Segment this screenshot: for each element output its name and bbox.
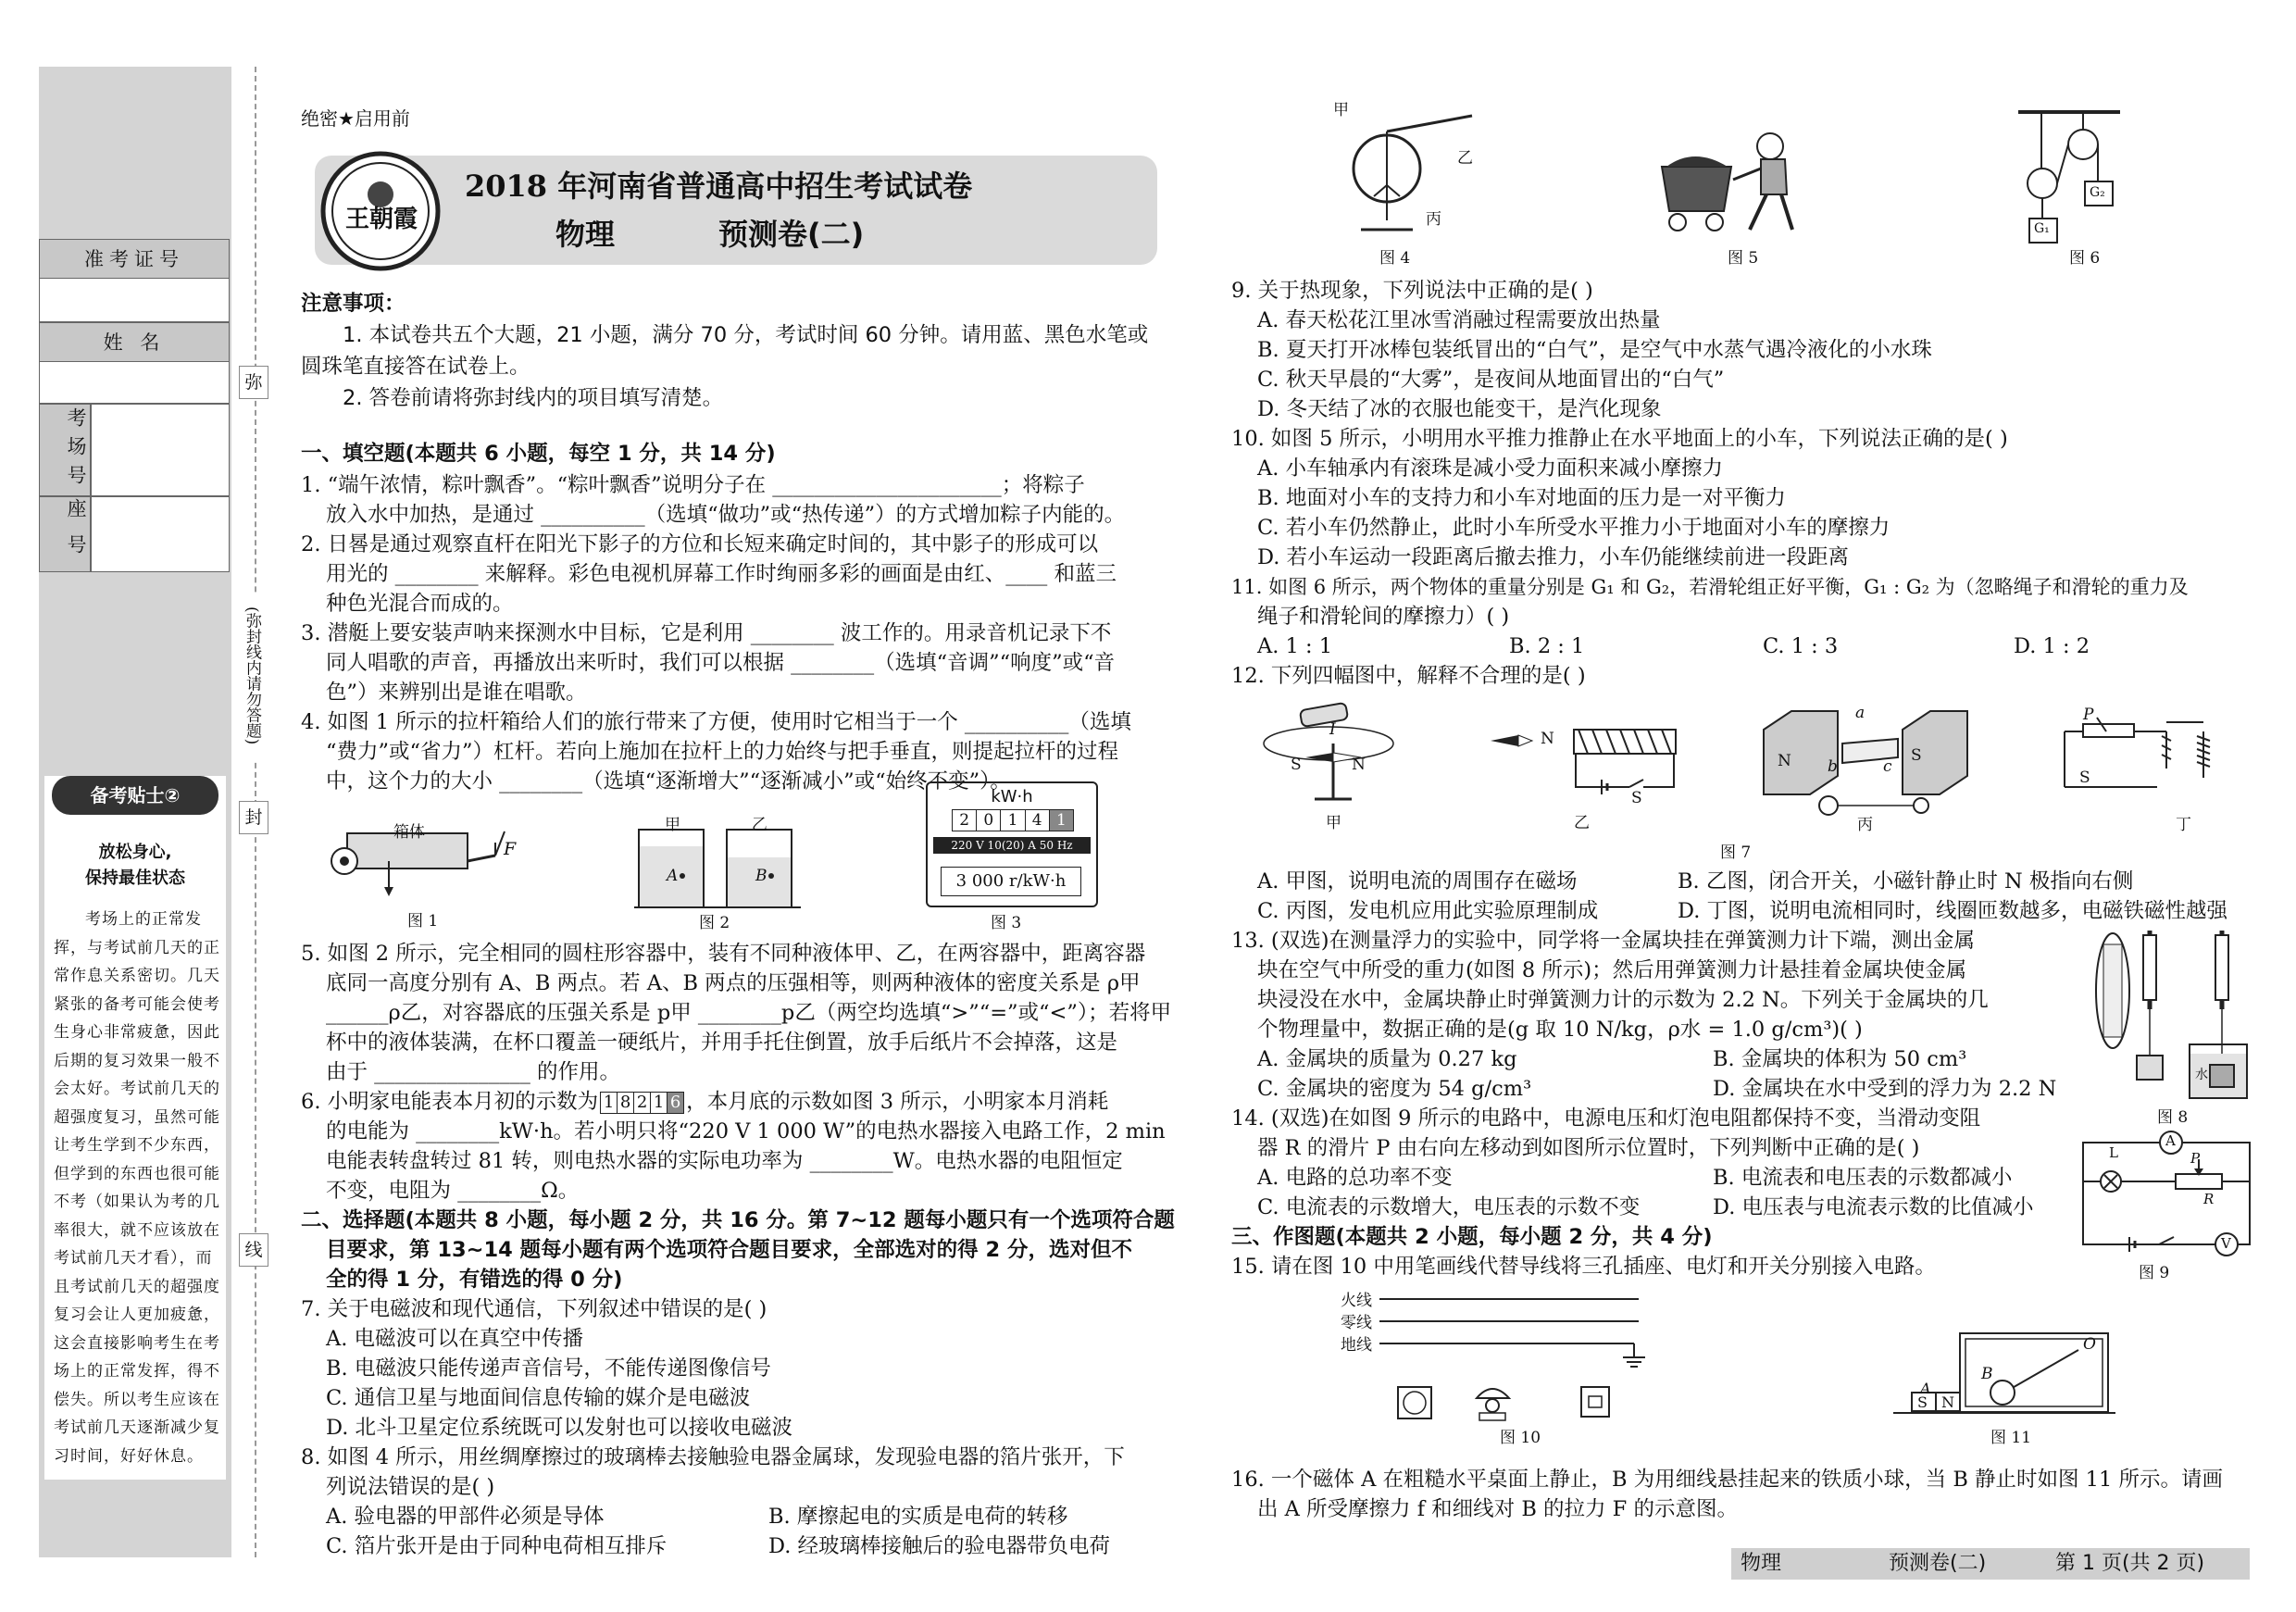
logo-text: 王朝霞	[344, 206, 418, 233]
q11-option-b[interactable]: B. 2 : 1	[1509, 634, 1585, 658]
q7-option-a[interactable]: A. 电磁波可以在真空中传播	[326, 1327, 584, 1351]
q14-option-b[interactable]: B. 电流表和电压表的示数都减小	[1713, 1166, 2013, 1190]
footer-paper: 预测卷(二)	[1889, 1552, 1987, 1575]
q6-digit-5: 6	[668, 1093, 683, 1113]
q7-option-c[interactable]: C. 通信卫星与地面间信息传输的媒介是电磁波	[326, 1386, 751, 1410]
q14-line-1: 14. (双选)在如图 9 所示的电路中，电源电压和灯泡电阻都保持不变，当滑动变阻	[1231, 1106, 1981, 1131]
q4-line-3: 中，这个力的大小 ________（选填“逐渐增大”“逐渐减小”或“始终不变”）。	[326, 769, 1011, 794]
fig3-unit: kW·h	[991, 787, 1033, 806]
q3-line-2: 同人唱歌的声音，再播放出来听时，我们可以根据 ________（选填“音调”“响度”或“音	[326, 651, 1116, 675]
fig2-right-label: 乙	[752, 816, 767, 834]
fig7-yi-n: N	[1541, 730, 1554, 748]
fig7-panel-jia	[1259, 702, 1407, 813]
page-footer	[1731, 1548, 2250, 1580]
q5-line-5: 由于 _______________ 的作用。	[326, 1060, 621, 1084]
q12-option-c[interactable]: C. 丙图，发电机应用此实验原理制成	[1257, 899, 1599, 923]
fig9-voltmeter: V	[2221, 1235, 2231, 1252]
footer-subject: 物理	[1741, 1552, 1782, 1575]
q8-option-d[interactable]: D. 经玻璃棒接触后的验电器带负电荷	[768, 1534, 1111, 1558]
fig11-caption: 图 11	[1990, 1429, 2032, 1447]
fig7-current-label: I	[1329, 720, 1336, 739]
q2-line-3: 种色光混合而成的。	[326, 592, 514, 616]
fig3-digit-2: 0	[977, 810, 1001, 831]
fig7-label-yi: 乙	[1574, 814, 1590, 832]
q6-line-1-rest: ，本月底的示数如图 3 所示，小明家本月消耗	[686, 1090, 1109, 1114]
q9-option-b[interactable]: B. 夏天打开冰棒包装纸冒出的“白气”，是空气中水蒸气遇冷液化的小水珠	[1257, 338, 1932, 362]
q13-option-b[interactable]: B. 金属块的体积为 50 cm³	[1713, 1047, 1967, 1071]
tip-heading-1: 放松身心,	[98, 843, 172, 862]
fig6-caption: 图 6	[2069, 249, 2101, 268]
q6-digit-3: 2	[634, 1093, 651, 1113]
q9-option-c[interactable]: C. 秋天早晨的“大雾”，是夜间从地面冒出的“白气”	[1257, 368, 1725, 392]
q13-line-4: 个物理量中，数据正确的是(g 取 10 N/kg，ρ水 = 1.0 g/cm³)( )	[1257, 1018, 1863, 1042]
fig10-wiring	[1379, 1294, 1639, 1424]
q5-line-2: 底同一高度分别有 A、B 两点。若 A、B 两点的压强相等，则两种液体的密度关系是 ρ甲	[326, 971, 1141, 995]
exam-id-field[interactable]	[39, 278, 230, 322]
fig3-meter	[926, 781, 1098, 907]
fig2-caption: 图 2	[699, 914, 730, 932]
fig9-caption: 图 9	[2139, 1264, 2170, 1282]
fig3-spec: 220 V 10(20) A 50 Hz	[933, 837, 1091, 854]
note-1a: 1. 本试卷共五个大题，21 小题，满分 70 分，考试时间 60 分钟。请用蓝、黑色水笔或	[343, 323, 1149, 347]
tip-body: 考场上的正常发挥，与考试前几天的正常作息关系密切。几天紧张的备考可能会使考生身心非常疲惫，因此后期的复习效果一般不会太好。考试前几天的超强度复习，虽然可能让考生学到不少东西，但学到的东西也很可能不考（如果认为考的几率很大，就不应该放在考试前几天才看），而且考试前几天的超强度复习会让人更加疲惫，这会直接影响考生在考场上的正常发挥，得不偿失。所以考生应该在考试前几天逐渐减少复习时间，好好休息。	[54, 910, 220, 1466]
seal-char-3: 线	[239, 1233, 268, 1267]
fig8-spring-scale	[2092, 926, 2250, 1111]
fig6-pulley	[2009, 107, 2129, 246]
fig4-label-jia: 甲	[1333, 101, 1349, 119]
fig7-label-jia: 甲	[1326, 814, 1341, 832]
seal-note: (弥封线内请勿答题)	[233, 593, 270, 759]
q15-stem: 15. 请在图 10 中用笔画线代替导线将三孔插座、电灯和开关分别接入电路。	[1231, 1255, 1936, 1279]
fig7-ding-s: S	[2079, 769, 2090, 787]
fig10-live-label: 火线	[1341, 1292, 1372, 1310]
fig7-jia-n: N	[1352, 756, 1366, 774]
q13-option-d[interactable]: D. 金属块在水中受到的浮力为 2.2 N	[1713, 1077, 2057, 1101]
footer-page: 第 1 页(共 2 页)	[2055, 1552, 2205, 1575]
paper-title: 2018 年河南省普通高中招生考试试卷	[465, 169, 973, 204]
fig11-a: A	[1920, 1380, 1931, 1397]
tip-title: 备考贴士②	[52, 776, 218, 815]
fig7-panel-yi	[1491, 722, 1685, 815]
seat-label: 座号	[39, 496, 91, 572]
q7-option-d[interactable]: D. 北斗卫星定位系统既可以发射也可以接收电磁波	[326, 1416, 793, 1440]
q13-line-3: 块浸没在水中，金属块静止时弹簧测力计的示数为 2.2 N。下列关于金属块的几	[1257, 988, 1989, 1012]
q1-line-2: 放入水中加热，是通过 __________（选填“做功”或“热传递”）的方式增加粽子内能的。	[326, 503, 1126, 527]
q16-line-1: 16. 一个磁体 A 在粗糙水平桌面上静止，B 为用细线悬挂起来的铁质小球，当 B 静止时如图 11 所示。请画	[1231, 1468, 2223, 1492]
fig7-yi-s: S	[1631, 789, 1642, 807]
q13-option-c[interactable]: C. 金属块的密度为 54 g/cm³	[1257, 1077, 1532, 1101]
fig7-jia-s: S	[1291, 756, 1302, 774]
fig3-rate: 3 000 r/kW·h	[941, 867, 1081, 896]
fig11-o: O	[2083, 1335, 2096, 1354]
fig5-cart-push	[1657, 130, 1824, 236]
name-field[interactable]	[39, 361, 230, 404]
fig9-ammeter: A	[2165, 1132, 2176, 1149]
fig1-box-label: 箱体	[393, 823, 425, 842]
section-2-line-1: 二、选择题(本题共 8 小题，每小题 2 分，共 16 分。第 7~12 题每小题只有一个选项符合题	[301, 1208, 1175, 1232]
fig4-label-yi: 乙	[1457, 149, 1473, 168]
fig3-digit-1: 2	[953, 810, 977, 831]
fig7-panel-ding	[2055, 713, 2222, 815]
q6-digit-4: 1	[651, 1093, 668, 1113]
q9-option-a[interactable]: A. 春天松花江里冰雪消融过程需要放出热量	[1257, 308, 1661, 332]
fig3-digit-row	[952, 809, 1074, 831]
fig1-luggage	[324, 815, 528, 907]
q16-line-2: 出 A 所受摩擦力 f 和细线对 B 的拉力 F 的示意图。	[1257, 1497, 1738, 1521]
q8-option-b[interactable]: B. 摩擦起电的实质是电荷的转移	[768, 1505, 1068, 1529]
q5-line-3: ______ρ乙，对容器底的压强关系是 p甲 ________p乙（两空均选填“>”“=”或“<”）；若将甲	[326, 1001, 1172, 1025]
tip-heading-2: 保持最佳状态	[85, 868, 185, 888]
fig7-caption: 图 7	[1720, 843, 1752, 862]
note-2: 2. 答卷前请将弥封线内的项目填写清楚。	[343, 386, 724, 410]
q9-option-d[interactable]: D. 冬天结了冰的衣服也能变干，是汽化现象	[1257, 397, 1662, 421]
seat-field[interactable]	[91, 496, 230, 572]
q13-option-a[interactable]: A. 金属块的质量为 0.27 kg	[1257, 1047, 1517, 1071]
q10-stem: 10. 如图 5 所示，小明用水平推力推静止在水平地面上的小车，下列说法正确的是( )	[1231, 427, 2008, 451]
q5-line-1: 5. 如图 2 所示，完全相同的圆柱形容器中，装有不同种液体甲、乙，在两容器中，距离容器	[301, 942, 1146, 966]
q8-option-a[interactable]: A. 验电器的甲部件必须是导体	[326, 1505, 605, 1529]
q6-line-1	[301, 1087, 1108, 1117]
tip-panel	[44, 776, 226, 1480]
fig7-bing-c: c	[1883, 757, 1892, 776]
fig7-bing-b: b	[1828, 757, 1838, 776]
fig9-rheostat: R	[2203, 1191, 2215, 1207]
section-1-title: 一、填空题(本题共 6 小题，每空 1 分，共 14 分)	[301, 442, 776, 466]
fig7-ding-p: P	[2083, 706, 2094, 724]
q11-line-2: 绳子和滑轮间的摩擦力）( )	[1257, 605, 1510, 629]
section-2-line-2: 目要求，第 13~14 题每小题有两个选项符合题目要求，全部选对的得 2 分，选对但不	[326, 1238, 1132, 1262]
paper-subtitle: 预测卷(二)	[718, 217, 865, 252]
notes-heading: 注意事项：	[301, 292, 406, 316]
q8-line-2: 列说法错误的是( )	[326, 1475, 495, 1499]
paper-subject: 物理	[555, 217, 616, 252]
fig2-point-b: B	[755, 867, 767, 885]
fig4-label-bing: 丙	[1426, 210, 1441, 229]
section-3-title: 三、作图题(本题共 2 小题，每小题 2 分，共 4 分)	[1231, 1225, 1713, 1249]
fig11-b: B	[1981, 1365, 1993, 1383]
q6-digit-2: 8	[618, 1093, 634, 1113]
room-label: 考场号	[39, 404, 91, 496]
fig3-caption: 图 3	[991, 914, 1022, 932]
q7-option-b[interactable]: B. 电磁波只能传递声音信号，不能传递图像信号	[326, 1356, 771, 1381]
q9-stem: 9. 关于热现象，下列说法中正确的是( )	[1231, 279, 1593, 303]
q12-stem: 12. 下列四幅图中，解释不合理的是( )	[1231, 664, 1586, 688]
fig4-caption: 图 4	[1379, 249, 1411, 268]
exam-id-label: 准考证号	[39, 239, 230, 280]
section-2-line-3: 全的得 1 分，有错选的得 0 分)	[326, 1268, 623, 1292]
fig7-bing-a: a	[1855, 704, 1866, 722]
fig7-bing-n: N	[1778, 752, 1791, 770]
q11-option-d[interactable]: D. 1 : 2	[2014, 634, 2090, 658]
fig11-n: N	[1941, 1393, 1954, 1411]
q4-line-1: 4. 如图 1 所示的拉杆箱给人们的旅行带来了方便，使用时它相当于一个 __________（选填	[301, 710, 1131, 734]
q13-line-1: 13. (双选)在测量浮力的实验中，同学将一金属块挂在弹簧测力计下端，测出金属	[1231, 929, 1975, 953]
q11-line-1: 11. 如图 6 所示，两个物体的重量分别是 G₁ 和 G₂，若滑轮组正好平衡，G₁ : G₂ 为（忽略绳子和滑轮的重力及	[1231, 576, 2189, 598]
fig7-label-ding: 丁	[2176, 816, 2191, 834]
fig1-caption: 图 1	[407, 912, 439, 931]
fig4-electroscope	[1333, 111, 1491, 241]
q5-line-4: 杯中的液体装满，在杯口覆盖一硬纸片，并用手托住倒置，放手后纸片不会掉落，这是	[326, 1031, 1118, 1055]
fig2-containers	[634, 820, 801, 907]
q8-option-c[interactable]: C. 箔片张开是由于同种电荷相互排斥	[326, 1534, 668, 1558]
fig11-s: S	[1917, 1393, 1928, 1411]
fig2-left-label: 甲	[665, 816, 680, 834]
q14-option-a[interactable]: A. 电路的总功率不变	[1257, 1166, 1453, 1190]
q10-option-c[interactable]: C. 若小车仍然静止，此时小车所受水平推力小于地面对小车的摩擦力	[1257, 516, 1890, 540]
fig6-g2: G₂	[2090, 185, 2105, 200]
fig8-caption: 图 8	[2157, 1108, 2189, 1127]
secret-mark: 绝密★启用前	[301, 107, 410, 130]
q10-option-a[interactable]: A. 小车轴承内有滚珠是减小受力面积来减小摩擦力	[1257, 456, 1724, 481]
q14-option-d[interactable]: D. 电压表与电流表示数的比值减小	[1713, 1195, 2034, 1219]
q6-line-2: 的电能为 ________kW·h。若小明只将“220 V 1 000 W”的电热水器接入电路工作，2 min	[326, 1119, 1166, 1143]
note-1b: 圆珠笔直接答在试卷上。	[301, 355, 530, 379]
q6-digit-box	[600, 1092, 684, 1114]
q6-line-1-text: 6. 小明家电能表本月初的示数为	[301, 1090, 599, 1114]
q6-digit-1: 1	[601, 1093, 618, 1113]
fig1-force-label: F	[504, 839, 517, 859]
name-label: 姓 名	[39, 322, 230, 363]
q6-line-4: 不变，电阻为 ________Ω。	[326, 1179, 580, 1203]
q14-line-2: 器 R 的滑片 P 由右向左移动到如图所示位置时，下列判断中正确的是( )	[1257, 1136, 1920, 1160]
fig9-slider: P	[2190, 1150, 2201, 1167]
seal-char-1: 弥	[239, 366, 268, 399]
q6-line-3: 电能表转盘转过 81 转，则电热水器的实际电功率为 ________W。电热水器的电阻恒定	[326, 1149, 1123, 1173]
q1-line-1: 1. “端午浓情，粽叶飘香”。“粽叶飘香”说明分子在 ______________________；将粽子	[301, 473, 1085, 497]
q4-line-2: “费力”或“省力”）杠杆。若向上施加在拉杆上的力始终与把手垂直，则提起拉杆的过程	[326, 740, 1119, 764]
q10-option-b[interactable]: B. 地面对小车的支持力和小车对地面的压力是一对平衡力	[1257, 486, 1786, 510]
fig9-lamp: L	[2109, 1144, 2118, 1161]
fig7-panel-bing	[1764, 702, 1977, 818]
room-field[interactable]	[91, 404, 230, 496]
fig2-point-a: A	[667, 867, 679, 885]
q2-line-2: 用光的 ________ 来解释。彩色电视机屏幕工作时绚丽多彩的画面是由红、____ 和蓝三	[326, 562, 1117, 586]
q7-stem: 7. 关于电磁波和现代通信，下列叙述中错误的是( )	[301, 1297, 767, 1321]
fig6-g1: G₁	[2034, 221, 2050, 236]
fig10-neutral-label: 零线	[1341, 1314, 1372, 1332]
q10-option-d[interactable]: D. 若小车运动一段距离后撤去推力，小车仍能继续前进一段距离	[1257, 545, 1850, 569]
fig10-ground-label: 地线	[1341, 1336, 1372, 1355]
q11-option-c[interactable]: C. 1 : 3	[1763, 634, 1839, 658]
fig3-digit-5: 1	[1050, 810, 1073, 831]
fig10-caption: 图 10	[1500, 1429, 1541, 1447]
q11-option-a[interactable]: A. 1 : 1	[1257, 634, 1333, 658]
fig5-caption: 图 5	[1728, 249, 1759, 268]
fig8-water-label: 水	[2195, 1068, 2208, 1082]
q12-option-b[interactable]: B. 乙图，闭合开关，小磁针静止时 N 极指向右侧	[1678, 869, 2134, 893]
q14-option-c[interactable]: C. 电流表的示数增大，电压表的示数不变	[1257, 1195, 1641, 1219]
q3-line-1: 3. 潜艇上要安装声呐来探测水中目标，它是利用 ________ 波工作的。用录音机记录下不	[301, 621, 1112, 645]
q2-line-1: 2. 日晷是通过观察直杆在阳光下影子的方位和长短来确定时间的，其中影子的形成可以	[301, 532, 1099, 556]
q12-option-a[interactable]: A. 甲图，说明电流的周围存在磁场	[1257, 869, 1578, 893]
q12-option-d[interactable]: D. 丁图，说明电流相同时，线圈匝数越多，电磁铁磁性越强	[1678, 899, 2228, 923]
fig7-bing-s: S	[1911, 746, 1922, 765]
q8-line-1: 8. 如图 4 所示，用丝绸摩擦过的玻璃棒去接触验电器金属球，发现验电器的箔片张开，下	[301, 1445, 1125, 1469]
q13-line-2: 块在空气中所受的重力(如图 8 所示)；然后用弹簧测力计悬挂着金属块使金属	[1257, 958, 1967, 982]
fig3-digit-4: 4	[1026, 810, 1050, 831]
fig7-label-bing: 丙	[1857, 816, 1873, 834]
seal-char-2: 封	[239, 801, 268, 834]
q3-line-3: 色”）来辨别出是谁在唱歌。	[326, 681, 587, 705]
fig3-digit-3: 1	[1001, 810, 1025, 831]
